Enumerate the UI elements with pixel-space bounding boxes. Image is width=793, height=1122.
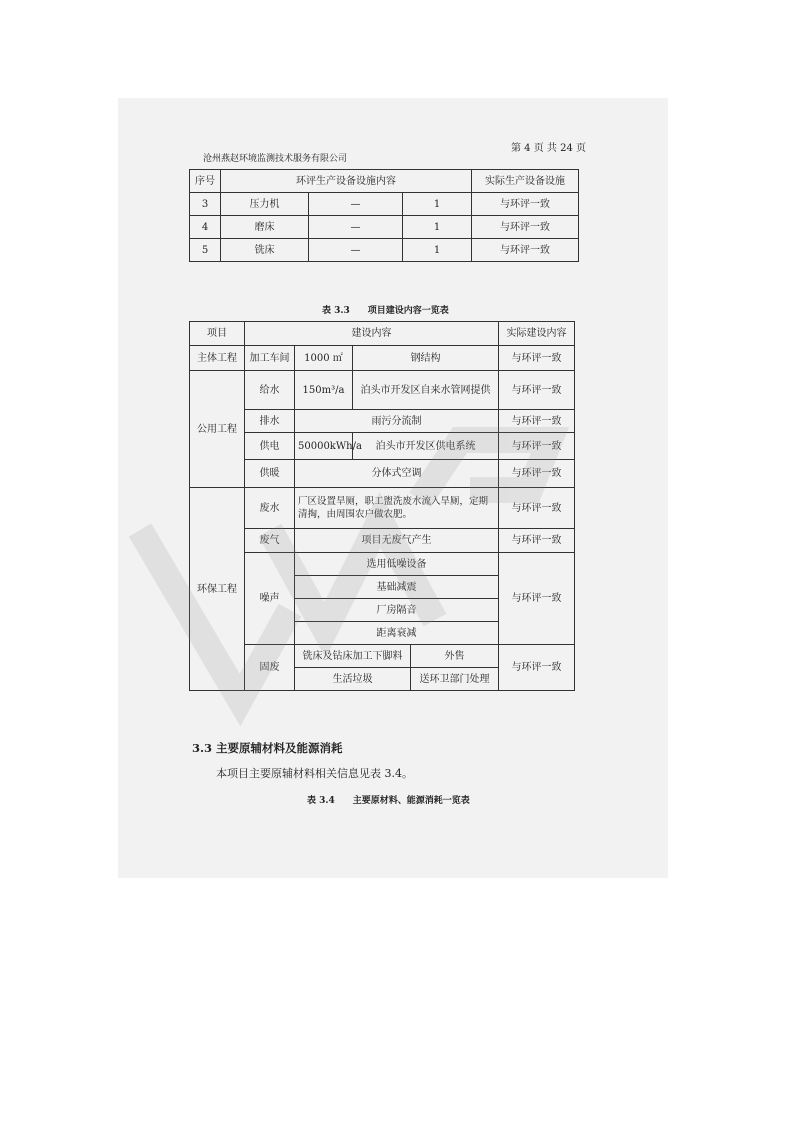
header-content: 建设内容	[245, 322, 499, 346]
header-eia-equipment: 环评生产设备设施内容	[221, 170, 472, 193]
sub-waste-gas: 废气	[245, 529, 295, 553]
cell-power-desc: 泊头市开发区供电系统	[353, 433, 499, 460]
cell-index: 5	[190, 239, 221, 262]
table-row-main-project	[190, 346, 575, 371]
sub-wastewater: 废水	[245, 488, 295, 529]
cell-quantity: 1	[403, 239, 472, 262]
cell-actual: 与环评一致	[472, 239, 579, 262]
cell-actual: 与环评一致	[499, 529, 575, 553]
table-3-4-caption: 表 3.4 主要原材料、能源消耗一览表	[307, 796, 470, 806]
cell-drainage-desc: 雨污分流制	[295, 410, 499, 433]
cell-actual: 与环评一致	[499, 346, 575, 371]
cell-equipment: 压力机	[221, 193, 309, 216]
cell-solid-disposal: 送环卫部门处理	[411, 668, 499, 691]
sub-noise: 噪声	[245, 553, 295, 645]
section-heading: 3.3 主要原辅材料及能源消耗	[192, 741, 343, 755]
sub-drainage: 排水	[245, 410, 295, 433]
cell-wastewater-desc: 厂区设置旱厕，职工盥洗废水流入旱厕，定期清掏，由周围农户做农肥。	[295, 488, 499, 529]
construction-content-table	[189, 321, 575, 691]
cell-equipment: 铣床	[221, 239, 309, 262]
cell-equipment: 磨床	[221, 216, 309, 239]
cell-actual: 与环评一致	[499, 488, 575, 529]
company-name: 沧州燕赵环境监测技术服务有限公司	[203, 154, 348, 164]
sub-water-supply: 给水	[245, 371, 295, 410]
sub-workshop: 加工车间	[245, 346, 295, 371]
cell-index: 4	[190, 216, 221, 239]
cell-noise-measure: 选用低噪设备	[295, 553, 499, 576]
cell-quantity: 1	[403, 193, 472, 216]
table-row-heating	[190, 460, 575, 488]
table-row	[190, 193, 579, 216]
equipment-table	[189, 169, 579, 262]
cell-index: 3	[190, 193, 221, 216]
section-body-text: 本项目主要原辅材料相关信息见表 3.4。	[216, 767, 413, 780]
sub-solid-waste: 固废	[245, 645, 295, 691]
table-row-drainage	[190, 410, 575, 433]
cell-solid-item: 铣床及钻床加工下脚料	[295, 645, 411, 668]
table-row-noise	[190, 553, 575, 576]
cell-water-qty: 150m³/a	[295, 371, 353, 410]
cell-gas-desc: 项目无废气产生	[295, 529, 499, 553]
cell-solid-item: 生活垃圾	[295, 668, 411, 691]
cell-heating-desc: 分体式空调	[295, 460, 499, 488]
table-row-waste-gas	[190, 529, 575, 553]
cell-actual: 与环评一致	[499, 433, 575, 460]
cell-water-desc: 泊头市开发区自来水管网提供	[353, 371, 499, 410]
category-public: 公用工程	[190, 371, 245, 488]
cell-noise-measure: 距离衰减	[295, 622, 499, 645]
table-row-water-supply	[190, 371, 575, 410]
cell-model: —	[309, 216, 403, 239]
cell-model: —	[309, 239, 403, 262]
cell-model: —	[309, 193, 403, 216]
header-actual: 实际建设内容	[499, 322, 575, 346]
table-row-wastewater	[190, 488, 575, 529]
header-item: 项目	[190, 322, 245, 346]
cell-structure: 钢结构	[353, 346, 499, 371]
cell-actual: 与环评一致	[499, 553, 575, 645]
table-3-3-caption: 表 3.3 项目建设内容一览表	[322, 306, 449, 316]
header-actual-equipment: 实际生产设备设施	[472, 170, 579, 193]
cell-noise-measure: 厂房隔音	[295, 599, 499, 622]
cell-actual: 与环评一致	[472, 216, 579, 239]
category-env: 环保工程	[190, 488, 245, 691]
table-row	[190, 239, 579, 262]
table-header-row	[190, 170, 579, 193]
cell-actual: 与环评一致	[472, 193, 579, 216]
cell-quantity: 1	[403, 216, 472, 239]
category-main: 主体工程	[190, 346, 245, 371]
sub-power: 供电	[245, 433, 295, 460]
cell-area: 1000 ㎡	[295, 346, 353, 371]
header-index: 序号	[190, 170, 221, 193]
sub-heating: 供暖	[245, 460, 295, 488]
cell-power-qty: 50000kWh/a	[295, 433, 353, 460]
table-header-row	[190, 322, 575, 346]
cell-noise-measure: 基础减震	[295, 576, 499, 599]
cell-solid-disposal: 外售	[411, 645, 499, 668]
cell-actual: 与环评一致	[499, 645, 575, 691]
table-row	[190, 216, 579, 239]
cell-actual: 与环评一致	[499, 410, 575, 433]
table-row-solid-waste	[190, 645, 575, 668]
cell-actual: 与环评一致	[499, 460, 575, 488]
table-row-power	[190, 433, 575, 460]
page-number: 第 4 页 共 24 页	[511, 143, 586, 154]
cell-actual: 与环评一致	[499, 371, 575, 410]
